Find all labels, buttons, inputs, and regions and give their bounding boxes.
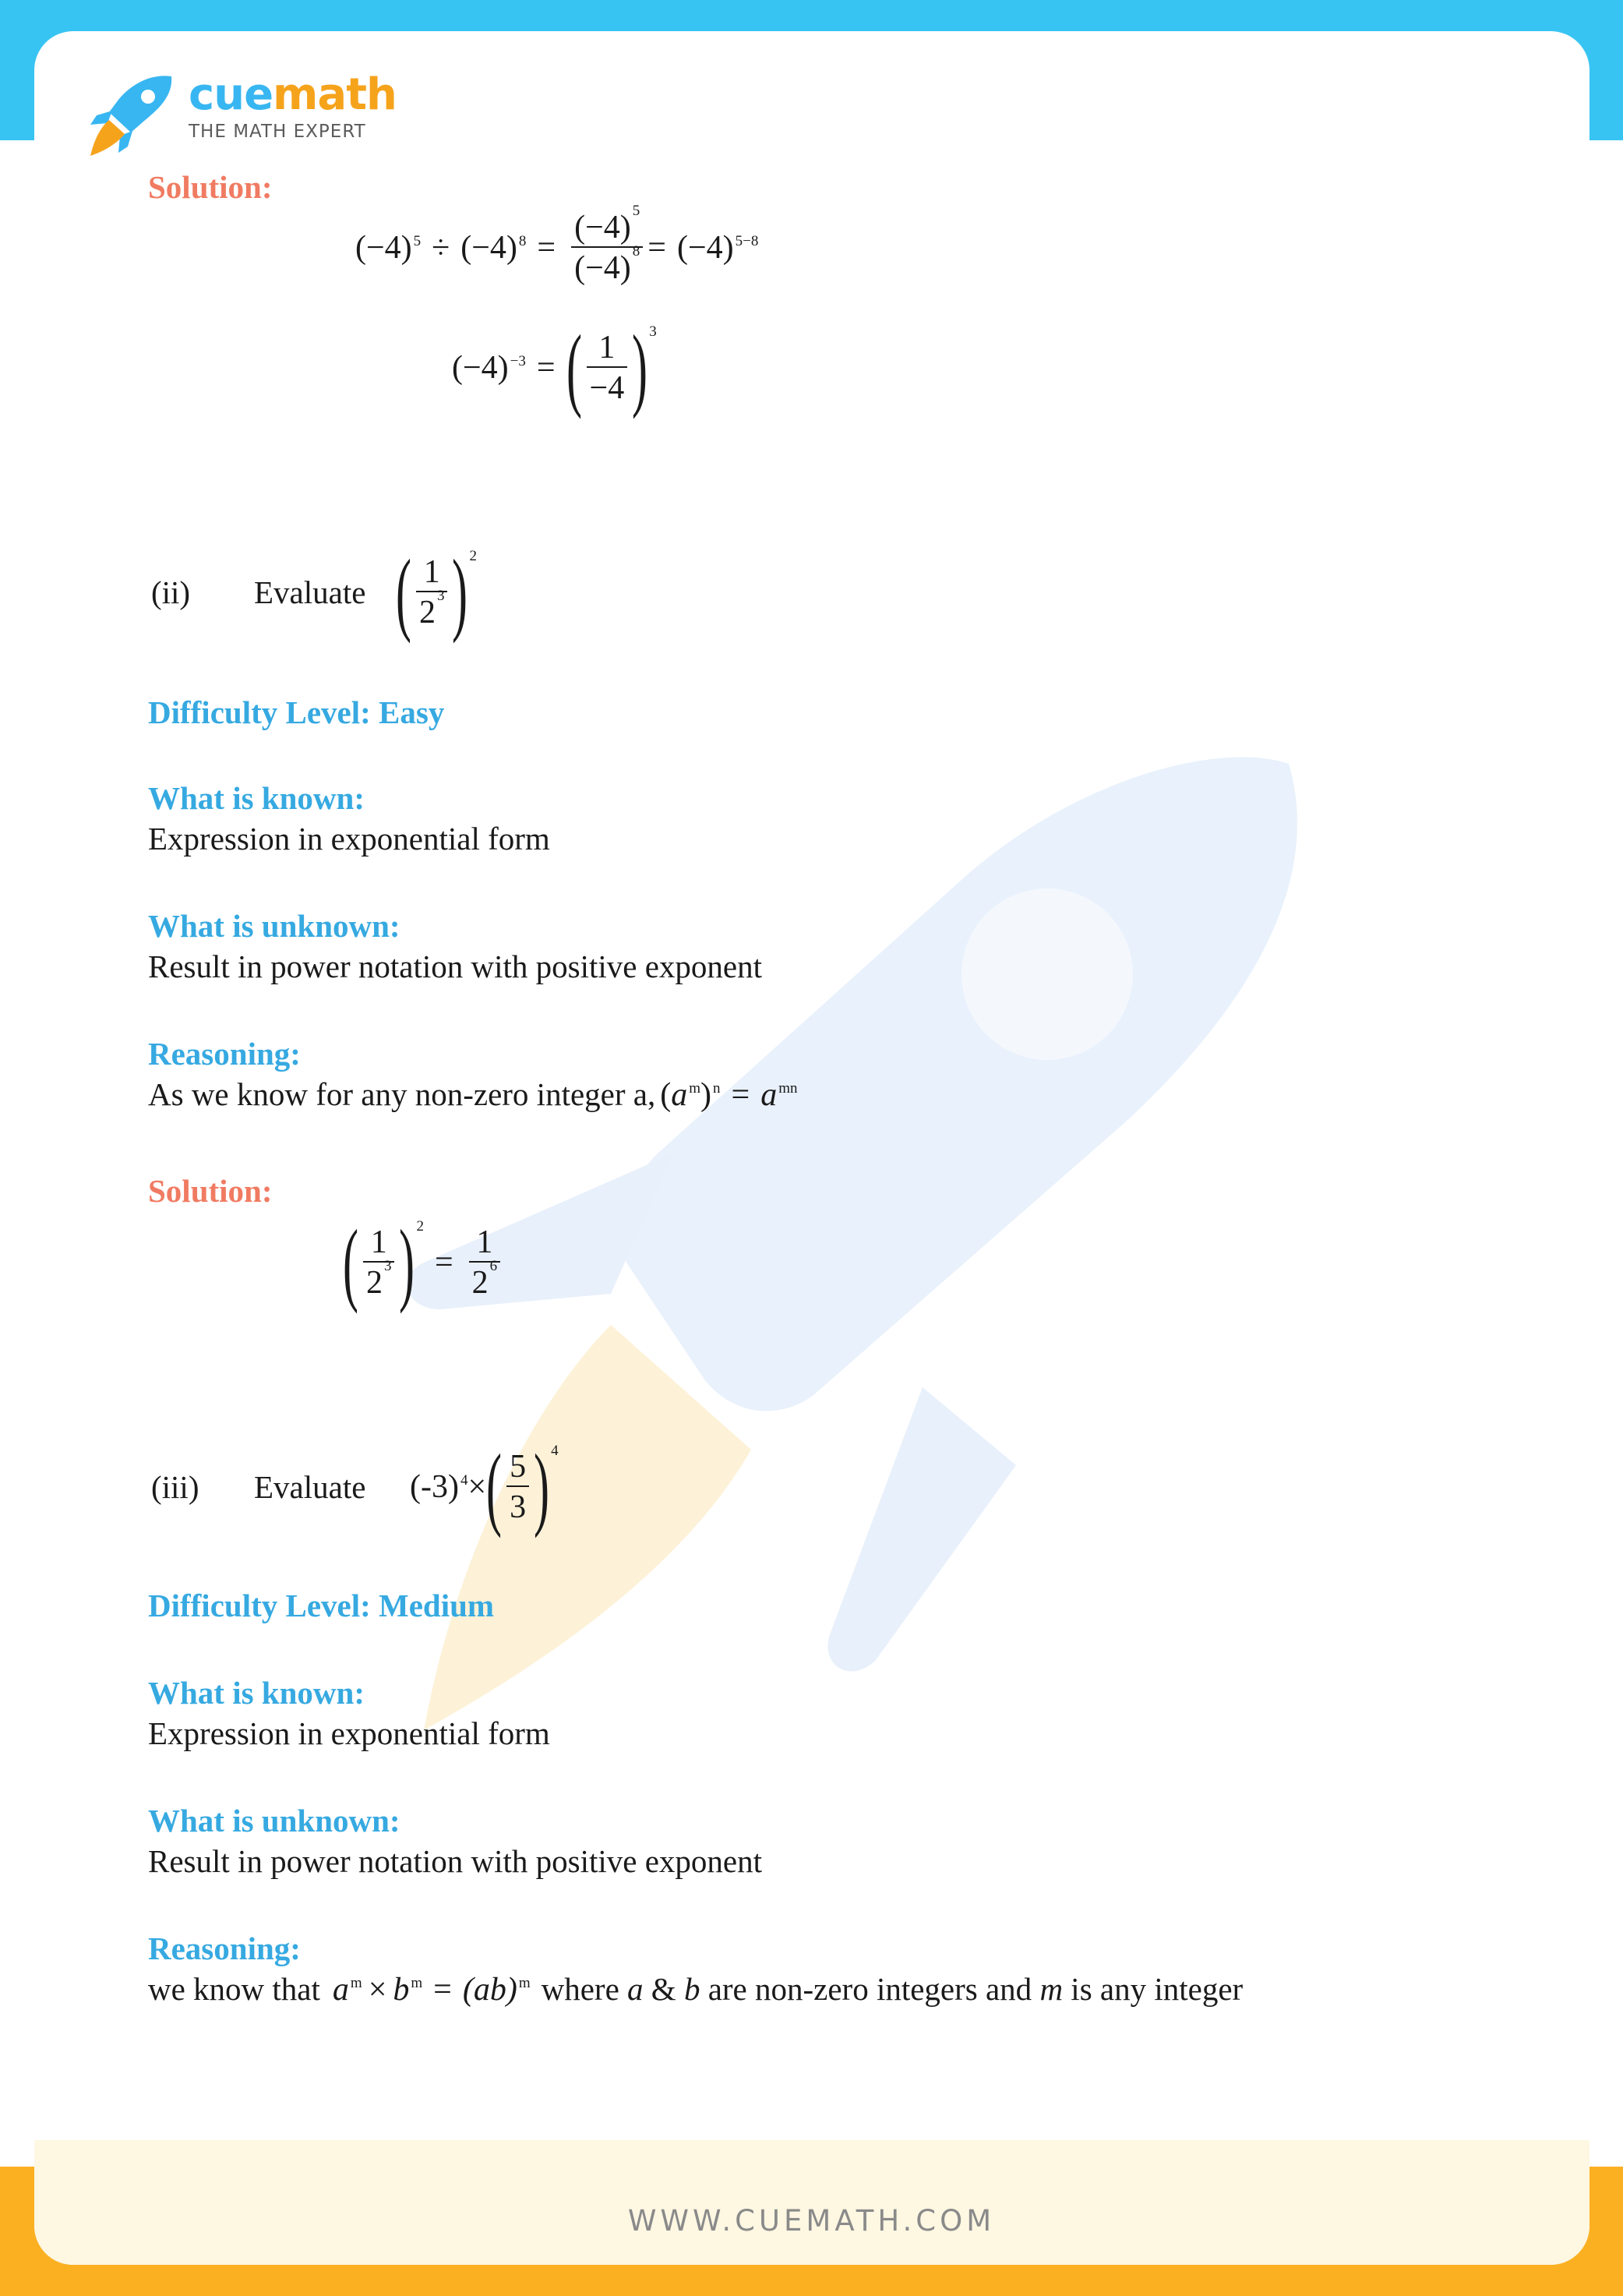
brand-tagline: THE MATH EXPERT <box>189 122 366 142</box>
unknown-heading-iii: What is unknown: <box>148 1803 400 1839</box>
solution-i-line1: (−4) $^5$ ÷ (−4) $^8$ = $\frac{(-4) ^5}{(-4) ^8}$ = (−4) $^{5-8}$ <box>355 203 759 286</box>
footer-url[interactable]: WWW.CUEMATH.COM <box>627 2204 996 2238</box>
reasoning-heading-iii: Reasoning: <box>148 1930 301 1966</box>
solution-i-line2: (−4) $^{-3}$ = ( $\frac{1}{-4}$ ) $^3$ <box>452 316 657 419</box>
part-ii-expression: ( $\frac{1}{2 ^3}$ ) $^2$ <box>395 540 477 644</box>
reasoning-heading-ii: Reasoning: <box>148 1036 301 1072</box>
brand-logo <box>86 69 397 159</box>
brand-name: cuemath <box>189 69 397 120</box>
unknown-text-iii: Result in power notation with positive exponent <box>148 1843 763 1879</box>
part-iii-expression: (-3) $^4$ × ( $\frac{5}{3}$ ) $^4$ <box>410 1435 559 1538</box>
unknown-heading-ii: What is unknown: <box>148 908 400 944</box>
difficulty-ii: Difficulty Level: Easy <box>148 694 445 730</box>
reasoning-formula-iii: a $^m$ × b $^m$ = (ab) $^m$ <box>332 1972 531 2008</box>
rocket-icon <box>86 72 178 159</box>
part-ii-evaluate: Evaluate <box>254 574 366 610</box>
footer-strip <box>34 2140 1589 2265</box>
reasoning-text-iii: we know that a $^m$ × b $^m$ = (ab) $^m$ where a & b are non-zero integers and m is any integer <box>148 1971 1244 2008</box>
known-heading-ii: What is known: <box>148 780 365 816</box>
solution-ii-expression: ( $\frac{1}{2 ^3}$ ) $^2$ = $\frac{1}{2 ^6}$ <box>343 1216 505 1309</box>
reasoning-text-ii: As we know for any non-zero integer a, ( a $^m$ ) $^n$ = a $^{mn}$ <box>148 1076 798 1113</box>
known-text-iii: Expression in exponential form <box>148 1715 550 1751</box>
solution-heading-i: Solution: <box>148 169 273 205</box>
solution-heading-ii: Solution: <box>148 1173 273 1209</box>
unknown-text-ii: Result in power notation with positive exponent <box>148 948 763 984</box>
part-iii-label: (iii) <box>151 1469 199 1505</box>
part-ii-label: (ii) <box>151 574 191 610</box>
reasoning-formula-ii: ( a $^m$ ) $^n$ = a $^{mn}$ <box>660 1077 798 1113</box>
known-heading-iii: What is known: <box>148 1675 365 1711</box>
known-text-ii: Expression in exponential form <box>148 821 550 857</box>
difficulty-iii: Difficulty Level: Medium <box>148 1588 495 1623</box>
part-iii-evaluate: Evaluate <box>254 1469 366 1505</box>
